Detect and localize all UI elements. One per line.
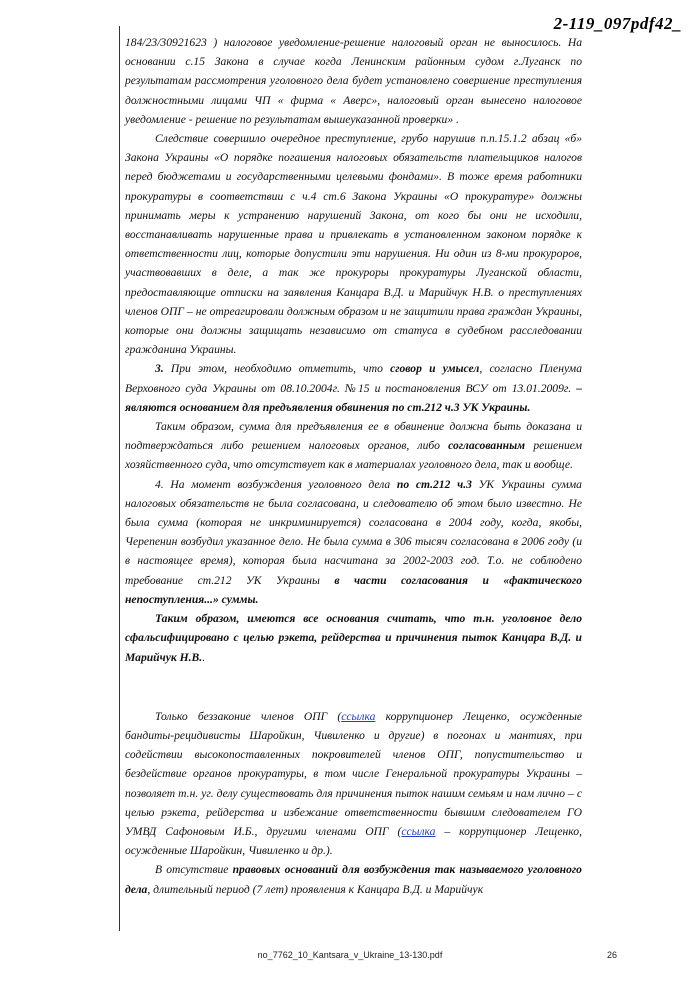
paragraph-8: В отсутствие правовых оснований для возбуждения так называемого уголовного дела, длительный период (7 лет) проявления к Канцара В.Д. и Марийчук (125, 863, 582, 896)
document-code-stamp: 2-119_097pdf42_ (553, 14, 682, 33)
footer-page-number: 26 (607, 950, 618, 960)
reference-link-1[interactable]: ссылка (341, 709, 376, 723)
reference-link-2[interactable]: ссылка (401, 824, 436, 838)
left-margin-rule (119, 26, 120, 931)
paragraph-5: 4. На момент возбуждения уголовного дела по ст.212 ч.3 УК Украины сумма налоговых обязательств не была согласована, и следователю об этом было известно. Не была сумма (которая не инкриминируется) согласована в 2004 году, когда, якобы, Черепенин возбудил указанное дело. Не была сумма в 306 тысяч согласована в 2006 году (и в настоящее время), которая была насчитана за 2002-2003 год. Т.о. не соблюдено требование ст.212 УК Украины в части согласования и «фактического непоступления...» суммы. (125, 477, 582, 606)
paragraph-1: 184/23/30921623 ) налоговое уведомление-решение налоговый орган не выносилось. На основании с.15 Закона в случае когда Ленинским районным судом г.Луганск по результатам рассмотрения уголовного дела будет установлено совершение преступления должностными лицами ЧП « фирма « Аверс», налоговый орган вынесено налоговое уведомление - решение по результатам вышеуказанной проверки» . (125, 36, 582, 126)
paragraph-7: Только беззаконие членов ОПГ (ссылка коррупционер Лещенко, осужденные бандиты-рецидивисты Шаройкин, Чивиленко и другие) в погонах и мантиях, при содействии высокопоставленных покровителей членов ОПГ, попустительство и бездействие органов прокуратуры, в том числе Генеральной прокуратуры Украины – позволяет т.н. уг. делу существовать для причинения пыток нашим семьям и нам лично – с целью рэкета, рейдерства и избежание ответственности бывшим следователем ГО УМВД Сафоновым И.Б., другими членами ОПГ (ссылка – коррупционер Лещенко, осужденные Шаройкин, Чивиленко и др.). (125, 709, 583, 858)
paragraph-4: Таким образом, сумма для предъявления ее в обвинение должна быть доказана и подтверждаться либо решением налоговых органов, либо согласованным решением хозяйственного суда, что отсутствует как в материалах уголовного дела, так и вообще. (125, 420, 582, 472)
paragraph-gap (125, 667, 582, 707)
paragraph-6: Таким образом, имеются все основания считать, что т.н. уголовное дело сфальсифицировано с целью рэкета, рейдерства и причинения пыток Канцара В.Д. и Марийчук Н.В.. (125, 612, 582, 664)
paragraph-3: 3. При этом, необходимо отметить, что сговор и умысел, согласно Пленума Верховного суда Украины от 08.10.2004г. №15 и постановления ВСУ от 13.01.2009г. – являются основанием для предъявления обвинения по ст.212 ч.3 УК Украины. (125, 362, 582, 414)
item-number: 3. (155, 362, 164, 376)
paragraph-2: Следствие совершило очередное преступление, грубо нарушив п.п.15.1.2 абзац «б» Закона Украины «О порядке погашения налоговых обязательств плательщиков налогов перед бюджетами и государственными целевыми фондами». В тоже время работники прокуратуры в соответствии с ч.4 ст.6 Закона Украины «О прокуратуре» должны принимать меры к устранению нарушений Закона, от кого бы они не исходили, восстанавливать нарушенные права и привлекать в установленном законом порядке к ответственности лиц, которые допустили эти нарушения. Ни один из 8-ми прокуроров, участвовавших в деле, а так же прокуроры прокуратуры Луганской области, предоставляющие отписки на заявления Канцара В.Д. и Марийчук Н.В. о преступлениях членов ОПГ – не отреагировали должным образом и не защитили права граждан Украины, которые они должны защищать независимо от статуса в судебном расследовании гражданина Украины. (125, 132, 582, 357)
document-body (125, 33, 582, 899)
footer-filename: no_7762_10_Kantsara_v_Ukraine_13-130.pdf (257, 950, 443, 960)
